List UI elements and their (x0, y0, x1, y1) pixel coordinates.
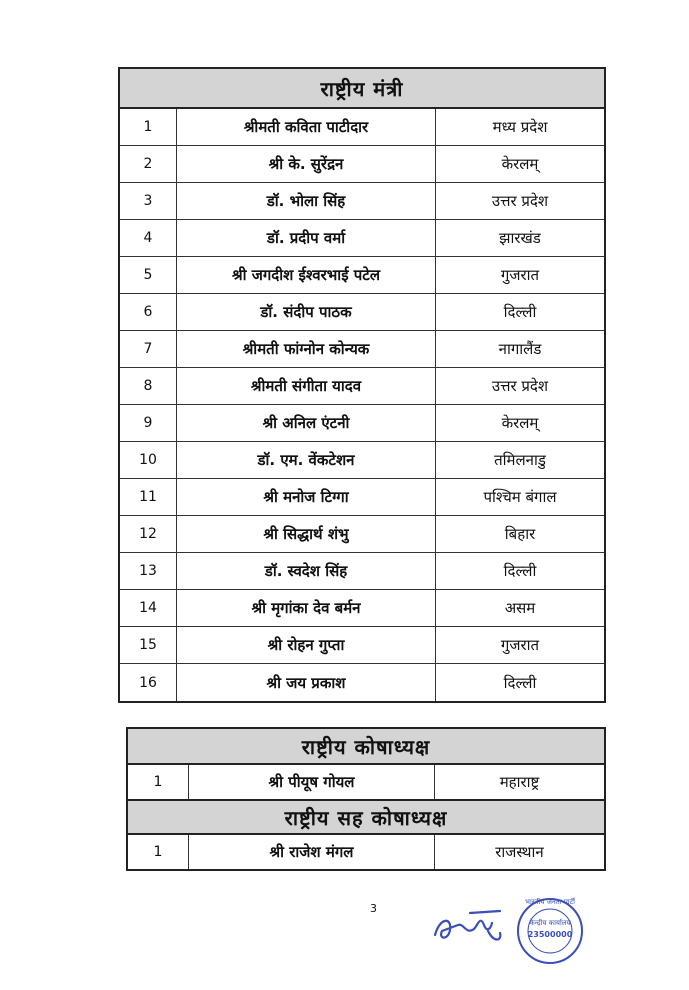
svg-text:23500000: 23500000 (527, 930, 573, 939)
table-row (120, 183, 604, 220)
table-row (128, 835, 604, 869)
table-row (120, 257, 604, 294)
state-name: दिल्ली (503, 303, 537, 321)
person-name: श्री जगदीश ईश्वरभाई पटेल (177, 257, 436, 293)
person-name: श्री मनोज टिग्गा (177, 479, 436, 515)
person-name: डॉ. संदीप पाठक (177, 294, 436, 330)
table-row (120, 553, 604, 590)
table-header: राष्ट्रीय मंत्री (120, 69, 604, 109)
person-name: श्री जय प्रकाश (177, 664, 436, 701)
serial-number: 1 (120, 109, 177, 145)
serial-number: 6 (120, 294, 177, 330)
state-name: महाराष्ट्र (499, 773, 540, 791)
person-name: श्रीमती कविता पाटीदार (177, 109, 436, 145)
serial-number: 4 (120, 220, 177, 256)
table-row (120, 590, 604, 627)
table-row (128, 765, 604, 799)
state-name: राजस्थान (495, 843, 544, 861)
serial-number: 15 (120, 627, 177, 663)
person-name: डॉ. प्रदीप वर्मा (177, 220, 436, 256)
state-name: उत्तर प्रदेश (491, 377, 549, 395)
table-row (120, 220, 604, 257)
co-treasurer-body (128, 835, 604, 869)
state-name: केरलम् (501, 414, 539, 432)
person-name: श्री अनिल एंटनी (177, 405, 436, 441)
page-number: 3 (370, 902, 377, 915)
table-row (120, 516, 604, 553)
person-name: डॉ. स्वदेश सिंह (177, 553, 436, 589)
table-row (120, 331, 604, 368)
person-name: डॉ. एम. वेंकटेशन (177, 442, 436, 478)
stamp-seal (518, 897, 582, 963)
co-treasurer-header: राष्ट्रीय सह कोषाध्यक्ष (128, 799, 604, 835)
state-name: दिल्ली (503, 562, 537, 580)
serial-number: 11 (120, 479, 177, 515)
official-stamp (430, 895, 600, 975)
state-name: नागालैंड (498, 340, 542, 358)
person-name: डॉ. भोला सिंह (177, 183, 436, 219)
person-name: श्री राजेश मंगल (189, 835, 435, 869)
table-row (120, 405, 604, 442)
serial-number: 5 (120, 257, 177, 293)
table-row (120, 442, 604, 479)
state-name: तमिलनाडु (494, 451, 546, 469)
serial-number: 16 (120, 664, 177, 701)
treasurer-table (126, 727, 606, 871)
person-name: श्री सिद्धार्थ शंभु (177, 516, 436, 552)
serial-number: 1 (128, 765, 189, 799)
person-name: श्रीमती फांग्नोन कोन्यक (177, 331, 436, 367)
table-body (120, 109, 604, 701)
state-name: उत्तर प्रदेश (491, 192, 549, 210)
table-row (120, 627, 604, 664)
serial-number: 14 (120, 590, 177, 626)
serial-number: 3 (120, 183, 177, 219)
table-row (120, 368, 604, 405)
svg-text:भारतीय जनता पार्टी: भारतीय जनता पार्टी (525, 898, 575, 906)
person-name: श्री मृगांका देव बर्मन (177, 590, 436, 626)
person-name: श्री के. सुरेंद्रन (177, 146, 436, 182)
serial-number: 2 (120, 146, 177, 182)
state-name: बिहार (504, 525, 536, 543)
treasurer-header: राष्ट्रीय कोषाध्यक्ष (128, 729, 604, 765)
person-name: श्रीमती संगीता यादव (177, 368, 436, 404)
state-name: मध्य प्रदेश (492, 118, 548, 136)
state-name: गुजरात (500, 266, 540, 284)
serial-number: 8 (120, 368, 177, 404)
person-name: श्री पीयूष गोयल (189, 765, 435, 799)
state-name: असम (504, 599, 536, 617)
treasurer-body (128, 765, 604, 799)
table-row (120, 479, 604, 516)
state-name: झारखंड (499, 229, 541, 247)
serial-number: 12 (120, 516, 177, 552)
serial-number: 10 (120, 442, 177, 478)
table-row (120, 109, 604, 146)
national-secretaries-table (118, 67, 606, 703)
table-row (120, 294, 604, 331)
serial-number: 7 (120, 331, 177, 367)
serial-number: 13 (120, 553, 177, 589)
serial-number: 1 (128, 835, 189, 869)
person-name: श्री रोहन गुप्ता (177, 627, 436, 663)
state-name: दिल्ली (503, 673, 537, 692)
state-name: गुजरात (500, 636, 540, 654)
table-row (120, 664, 604, 701)
serial-number: 9 (120, 405, 177, 441)
svg-text:केन्द्रीय कार्यालय: केन्द्रीय कार्यालय (529, 919, 571, 927)
table-row (120, 146, 604, 183)
state-name: केरलम् (501, 155, 539, 173)
signature-mark (435, 911, 500, 940)
state-name: पश्चिम बंगाल (483, 488, 557, 506)
